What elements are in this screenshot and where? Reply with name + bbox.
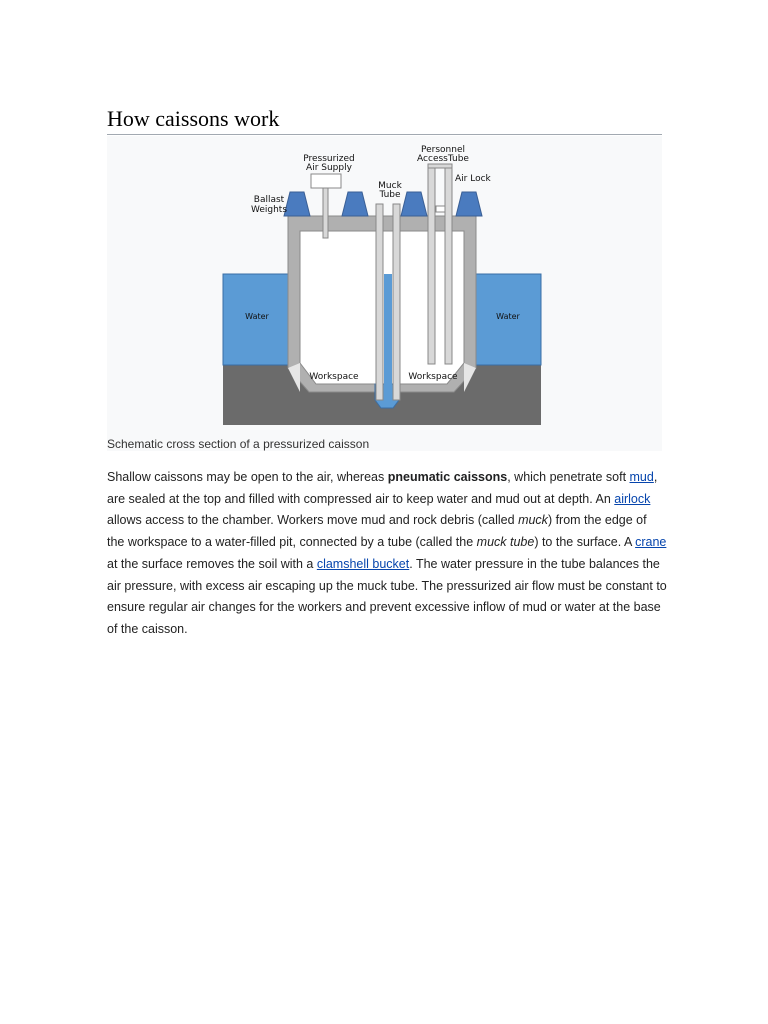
- text-run: allows access to the chamber. Workers move mud and rock debris (called: [107, 513, 519, 528]
- ballast-weight: [342, 192, 368, 216]
- label-water-left: Water: [245, 312, 269, 321]
- air-supply-box: [311, 174, 341, 188]
- muck-tube-left: [376, 204, 383, 400]
- bold-term: pneumatic caissons: [387, 470, 508, 484]
- link-crane[interactable]: crane: [635, 535, 667, 550]
- text-run: . The water pressure in the tube balances the air pressure, with excess air escaping up the muck tube. The pressurized air flow must be constant to ensure regular air changes for the workers and prevent excessive inflow of mud or water at the base of the caisson.: [107, 556, 667, 636]
- text-run: , which penetrate soft: [507, 470, 630, 484]
- label-access-tube: AccessTube: [417, 154, 469, 164]
- body-paragraph: [107, 467, 667, 641]
- ballast-weight: [456, 192, 482, 216]
- label-personnel: Personnel: [421, 145, 465, 155]
- access-tube-left: [428, 164, 435, 364]
- access-tube-cap: [428, 164, 452, 168]
- label-pressurized: Pressurized: [303, 154, 355, 164]
- air-supply-pipe: [323, 188, 328, 238]
- label-water-right: Water: [496, 312, 520, 321]
- text-run: Shallow caissons may be open to the air, whereas: [107, 470, 388, 484]
- label-workspace-left: Workspace: [309, 372, 359, 382]
- italic-term: muck tube: [476, 535, 535, 550]
- caisson-figure: [107, 136, 662, 451]
- caisson-diagram: [107, 136, 662, 436]
- italic-term: muck: [518, 513, 548, 528]
- text-run: ) to the surface. A: [534, 535, 636, 550]
- label-ballast: Ballast: [253, 195, 285, 205]
- section-heading: How caissons work: [107, 106, 662, 135]
- muck-tube-right: [393, 204, 400, 400]
- ballast-weight: [401, 192, 427, 216]
- access-tube-right: [445, 164, 452, 364]
- figure-caption: Schematic cross section of a pressurized caisson: [107, 437, 370, 451]
- link-airlock[interactable]: airlock: [614, 491, 651, 506]
- label-tube: Tube: [379, 190, 401, 200]
- ballast-weight: [284, 192, 310, 216]
- text-run: , are sealed at the top and filled with compressed air to keep water and mud out at depth. An: [107, 470, 658, 506]
- label-workspace-right: Workspace: [408, 372, 458, 382]
- label-air-lock: Air Lock: [455, 174, 491, 184]
- label-air-supply: Air Supply: [306, 163, 352, 173]
- text-run: at the surface removes the soil with a: [107, 556, 317, 571]
- label-weights: Weights: [250, 205, 288, 215]
- link-clamshell-bucket[interactable]: clamshell bucket: [316, 556, 410, 571]
- text-run: ) from the edge of the workspace to a water-filled pit, connected by a tube (called the: [107, 513, 647, 550]
- muck-tube-water: [384, 274, 392, 400]
- link-mud[interactable]: mud: [629, 470, 654, 484]
- air-lock: [436, 206, 445, 212]
- label-muck: Muck: [378, 181, 402, 191]
